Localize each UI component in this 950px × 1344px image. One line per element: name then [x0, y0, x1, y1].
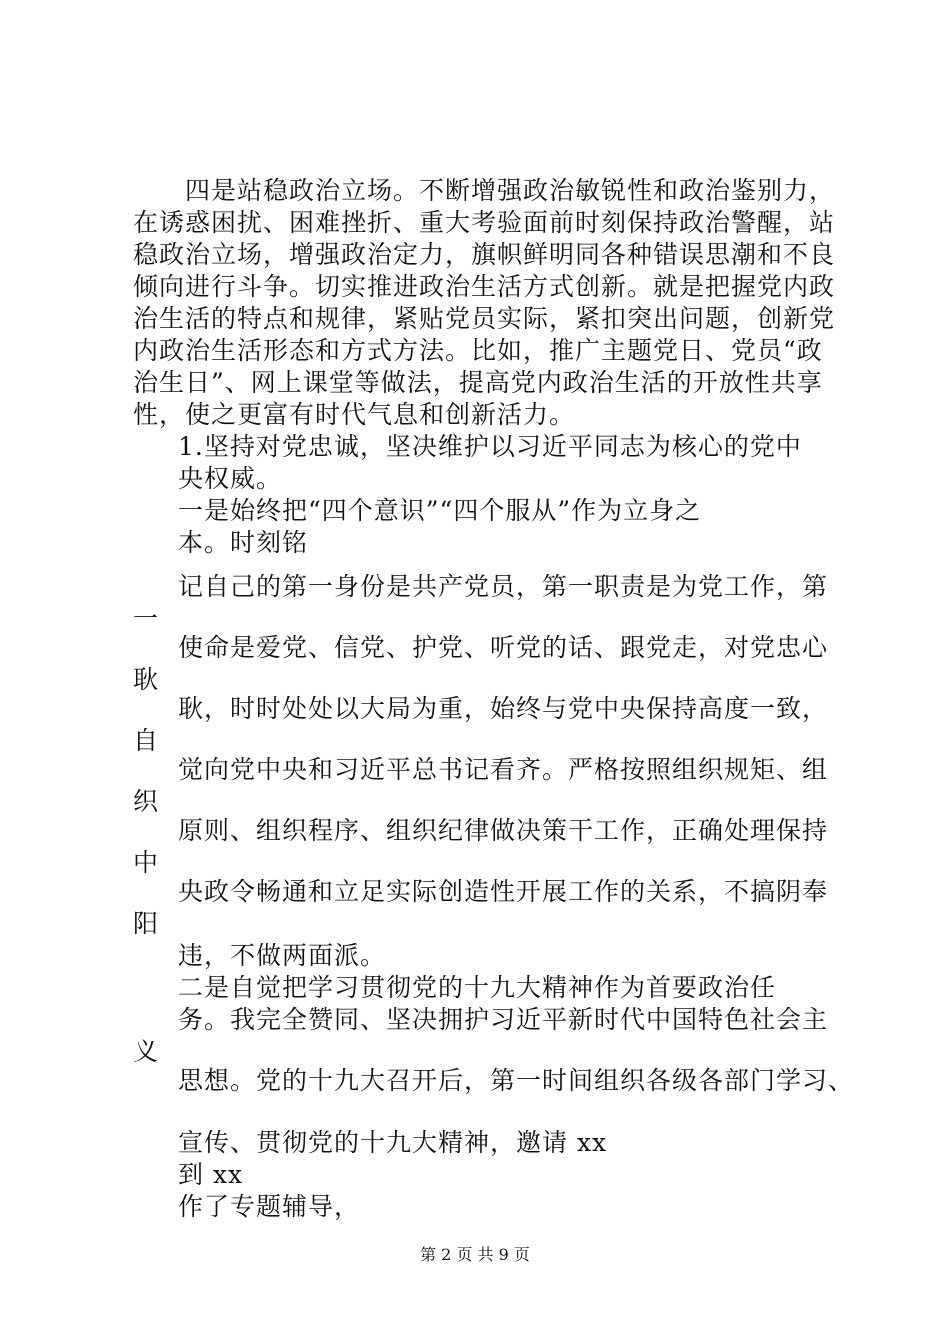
heading-loyalty: 1.坚持对党忠诚，坚决维护以习近平同志为核心的党中	[178, 432, 802, 461]
text-line: 央权威。	[178, 464, 283, 493]
paragraph-line: 倾向进行斗争。切实推进政治生活方式创新。就是把握党内政	[133, 272, 836, 301]
paragraph-line: 四是站稳政治立场。不断增强政治敏锐性和政治鉴别力，	[133, 176, 836, 205]
text-line: 原则、组织程序、组织纪律做决策干工作，正确处理保持	[178, 816, 829, 845]
wrapped-char: 自	[133, 726, 160, 755]
text-line: 二是自觉把学习贯彻党的十九大精神作为首要政治任	[178, 973, 777, 1002]
paragraph-line: 稳政治立场，增强政治定力，旗帜鲜明同各种错误思潮和不良	[133, 240, 836, 269]
wrapped-char: 耿	[133, 665, 160, 694]
text-line: 使命是爱党、信党、护党、听党的话、跟党走，对党忠心	[178, 633, 829, 662]
wrapped-char: 一	[133, 604, 160, 633]
text-line: 耿，时时处处以大局为重，始终与党中央保持高度一致，	[178, 694, 829, 723]
paragraph-line: 在诱惑困扰、困难挫折、重大考验面前时刻保持政治警醒，站	[133, 208, 836, 237]
paragraph-political-stance	[133, 175, 836, 431]
text-line: 作了专题辅导，	[178, 1192, 361, 1221]
paragraph-line: 治生活的特点和规律，紧贴党员实际，紧扣突出问题，创新党	[133, 304, 836, 333]
paragraph-line: 内政治生活形态和方式方法。比如，推广主题党日、党员“政	[133, 336, 823, 365]
text-line: 违，不做两面派。	[178, 941, 387, 970]
paragraph-line: 性，使之更富有时代气息和创新活力。	[133, 400, 576, 429]
page-number-footer: 第 2 页 共 9 页	[420, 1245, 530, 1264]
text-line: 本。时刻铭	[178, 528, 309, 557]
wrapped-char: 织	[133, 787, 160, 816]
wrapped-char: 中	[133, 848, 160, 877]
text-line: 一是始终把“四个意识”“四个服从”作为立身之	[178, 496, 702, 525]
wrapped-char: 义	[133, 1037, 160, 1066]
text-line: 记自己的第一身份是共产党员，第一职责是为党工作，第	[178, 572, 829, 601]
text-line: 宣传、贯彻党的十九大精神，邀请 xx	[178, 1128, 608, 1157]
text-line: 思想。党的十九大召开后，第一时间组织各级各部门学习、	[178, 1066, 855, 1095]
text-line: 务。我完全赞同、坚决拥护习近平新时代中国特色社会主	[178, 1005, 829, 1034]
text-line: 央政令畅通和立足实际创造性开展工作的关系，不搞阴奉	[178, 877, 829, 906]
text-line: 觉向党中央和习近平总书记看齐。严格按照组织规矩、组	[178, 755, 829, 784]
text-line: 到 xx	[178, 1160, 244, 1189]
wrapped-char: 阳	[133, 909, 160, 938]
paragraph-line: 治生日”、网上课堂等做法，提高党内政治生活的开放性共享	[133, 368, 823, 397]
